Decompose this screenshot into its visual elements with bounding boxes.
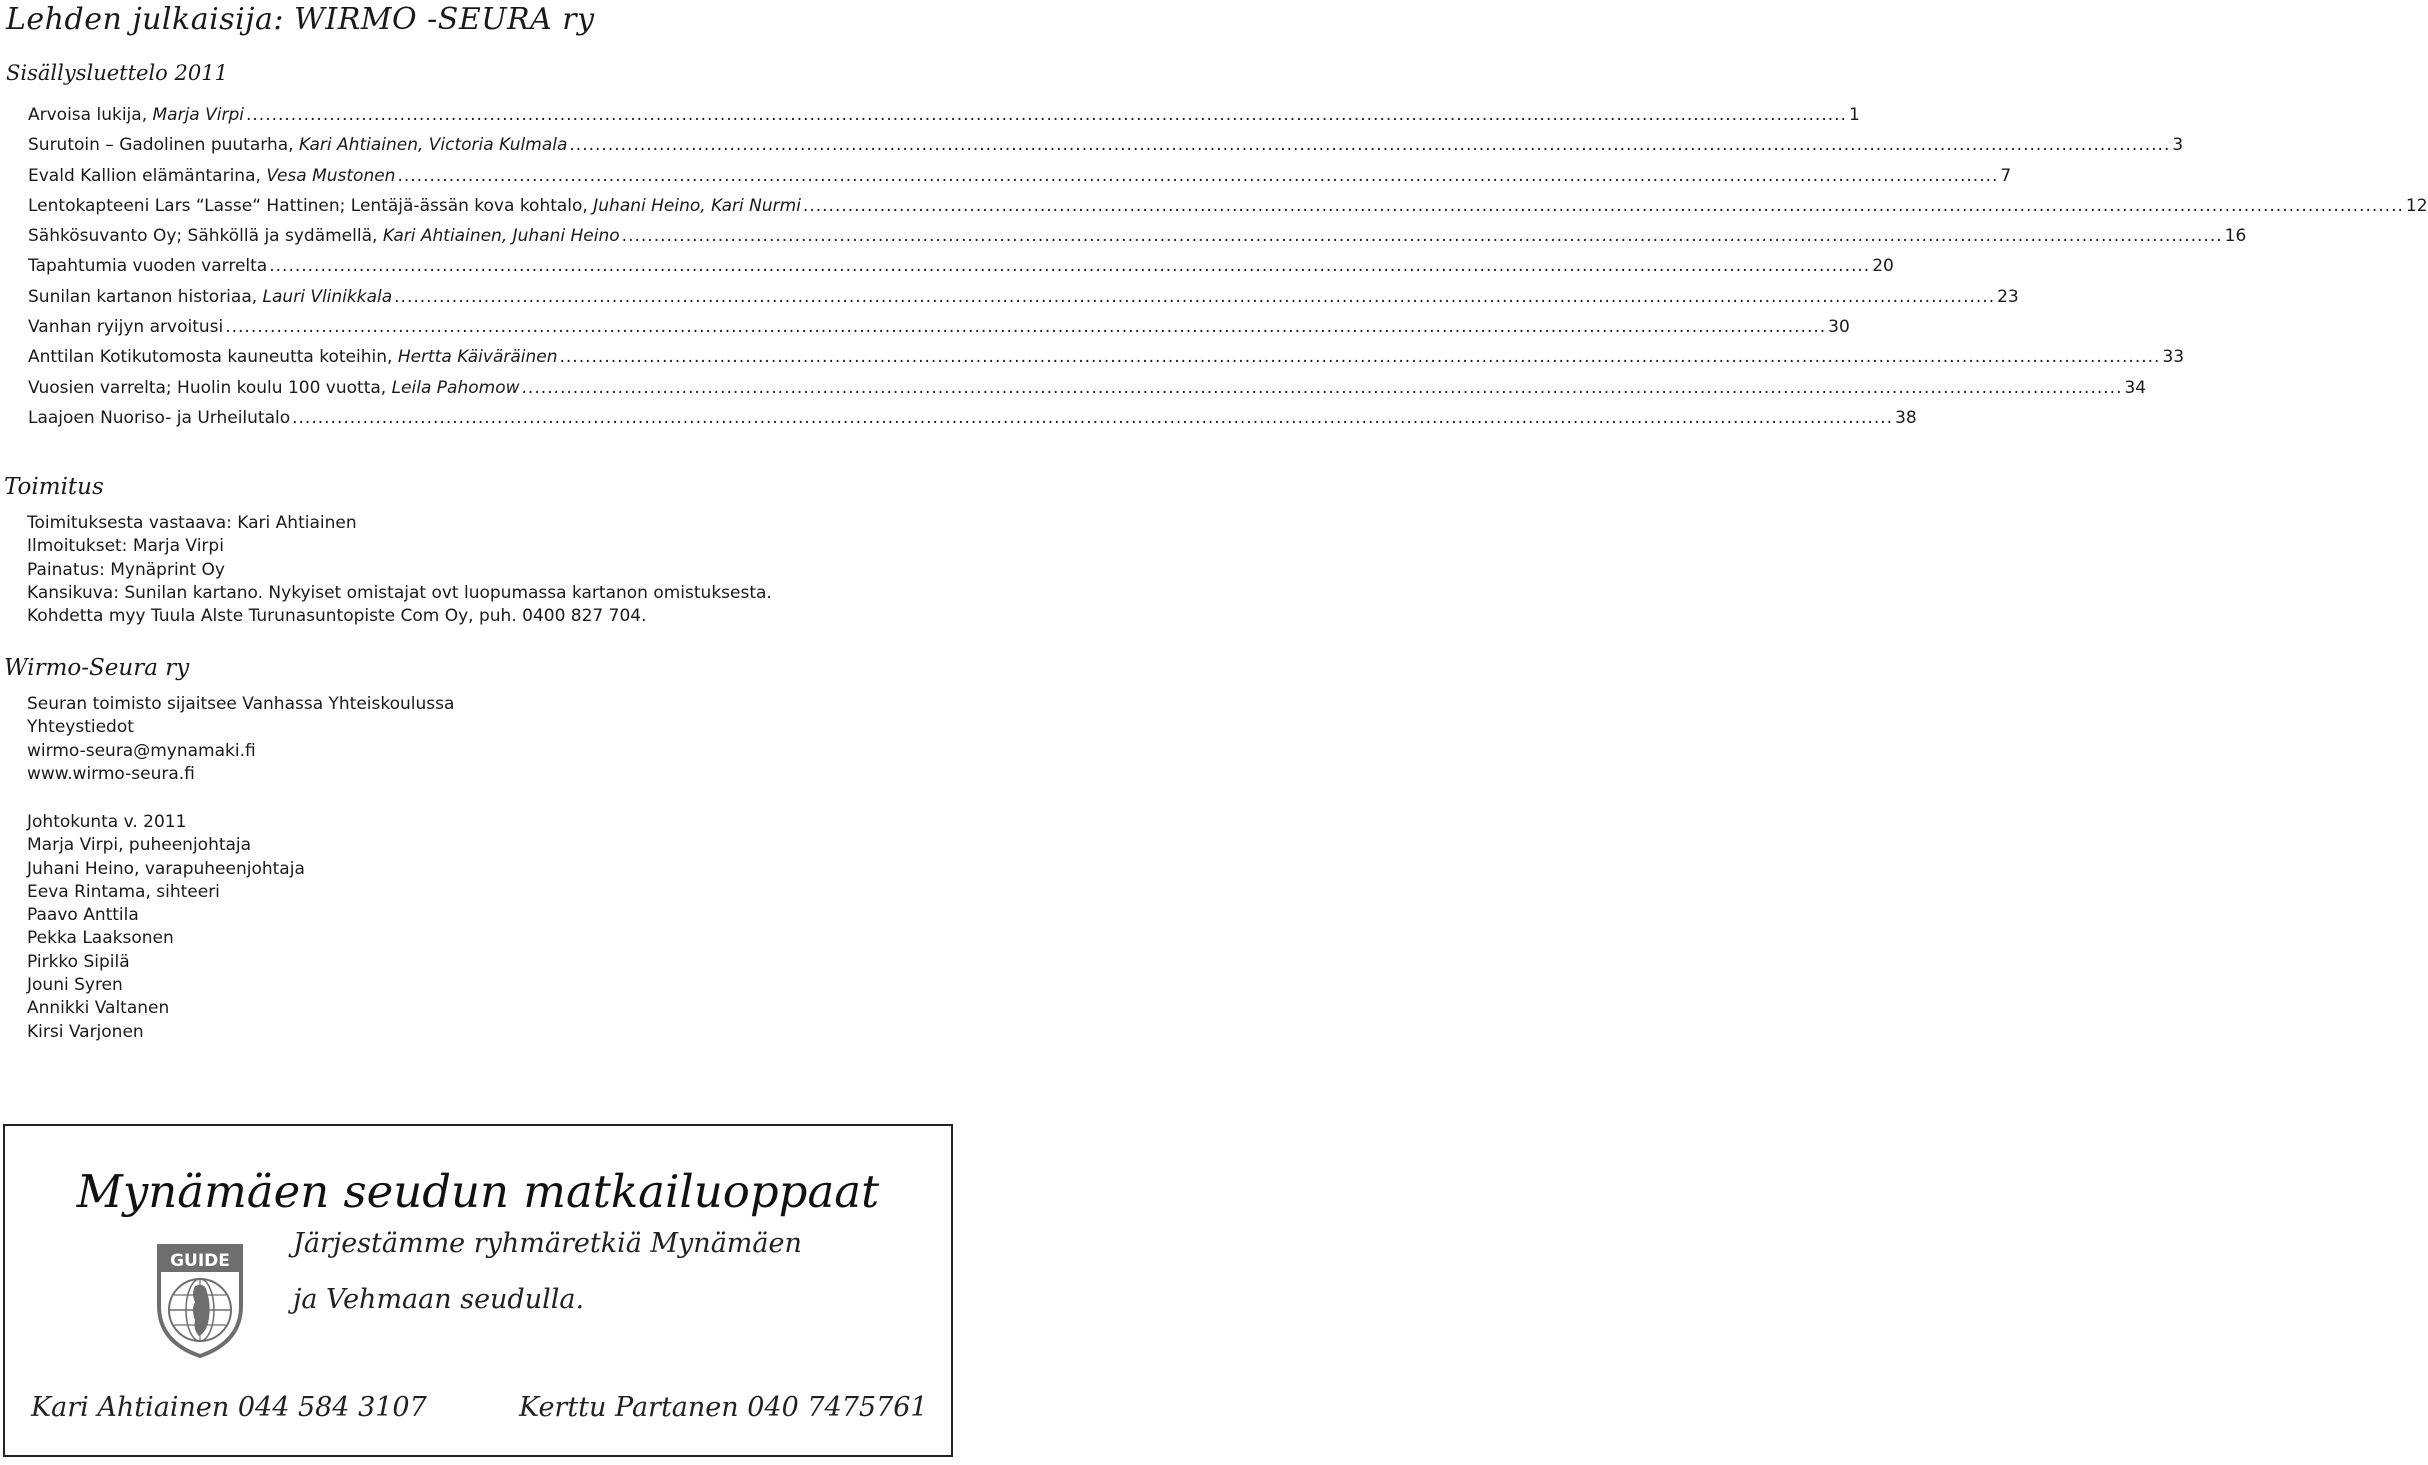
toc-entry — [28, 130, 2184, 160]
toc-leader-dots — [569, 130, 2170, 160]
table-of-contents — [28, 100, 2428, 433]
toc-entry-author: Lauri Vlinikkala — [262, 286, 393, 307]
toc-entry-author: Kari Ahtiainen, Juhani Heino — [382, 226, 620, 247]
board-member: Kirsi Varjonen — [27, 1021, 144, 1042]
seura-heading: Wirmo-Seura ry — [4, 655, 190, 681]
toc-page-number: 20 — [1872, 256, 1894, 277]
board-heading: Johtokunta v. 2011 — [27, 812, 187, 832]
toc-leader-dots — [225, 312, 1826, 342]
toc-entry-author: Kari Ahtiainen, Victoria Kulmala — [298, 135, 568, 156]
toimitus-line: Kohdetta myy Tuula Alste Turunasuntopiste Com Oy, puh. 0400 827 704. — [27, 606, 647, 627]
board-member: Jouni Syren — [27, 975, 123, 996]
board-member: Pirkko Sipilä — [27, 951, 130, 972]
toc-entry-author: Leila Pahomow — [391, 377, 520, 398]
toc-entry-title: Sunilan kartanon historiaa, Lauri Vlinikkala — [28, 286, 393, 307]
toc-entry-author: Vesa Mustonen — [266, 165, 396, 186]
toimitus-line: Toimituksesta vastaava: Kari Ahtiainen — [27, 513, 357, 533]
toc-page-number: 3 — [2172, 135, 2184, 156]
ad-line-2: ja Vehmaan seudulla. — [293, 1284, 585, 1315]
seura-info-block — [27, 693, 947, 786]
toc-leader-dots — [292, 403, 1893, 433]
toc-leader-dots — [246, 100, 1847, 130]
toc-leader-dots — [622, 221, 2223, 251]
toimitus-heading: Toimitus — [4, 474, 104, 500]
seura-office-line: Seuran toimisto sijaitsee Vanhassa Yhteiskoulussa — [27, 694, 455, 714]
toc-leader-dots — [394, 282, 1995, 312]
toc-entry-title: Anttilan Kotikutomosta kauneutta koteihin, Hertta Käiväräinen — [28, 347, 558, 368]
board-member: Juhani Heino, varapuheenjohtaja — [27, 858, 305, 879]
toc-page-number: 1 — [1848, 105, 1860, 125]
toc-entry-title: Vanhan ryijyn arvoitusi — [28, 317, 224, 338]
toc-leader-dots — [269, 251, 1870, 281]
svg-text:GUIDE: GUIDE — [170, 1251, 230, 1271]
toimitus-line: Painatus: Mynäprint Oy — [27, 559, 225, 580]
toimitus-block — [27, 512, 947, 628]
toc-page-number: 16 — [2224, 226, 2247, 247]
toc-page-number: 38 — [1895, 407, 1917, 428]
toc-page-number: 34 — [2124, 377, 2147, 398]
board-member: Marja Virpi, puheenjohtaja — [27, 835, 252, 856]
toc-entry-title: Evald Kallion elämäntarina, Vesa Mustonen — [28, 165, 396, 186]
toc-leader-dots — [522, 373, 2123, 403]
toc-page-number: 12 — [2405, 195, 2428, 216]
toimitus-line: Ilmoitukset: Marja Virpi — [27, 536, 224, 557]
board-member: Pekka Laaksonen — [27, 928, 174, 949]
toc-leader-dots — [397, 161, 1998, 191]
toc-entry-title: Vuosien varrelta; Huolin koulu 100 vuotta, Leila Pahomow — [28, 377, 520, 398]
guide-logo-icon — [155, 1244, 245, 1359]
toc-entry — [28, 342, 2185, 372]
toc-entry-author: Marja Virpi — [152, 105, 244, 125]
toc-entry — [28, 251, 1894, 281]
board-member: Annikki Valtanen — [27, 998, 170, 1019]
board-member: Paavo Anttila — [27, 905, 139, 926]
toc-page-number: 7 — [2000, 165, 2012, 186]
toc-entry-author: Hertta Käiväräinen — [397, 347, 558, 368]
toc-leader-dots — [803, 191, 2404, 221]
toc-entry — [28, 191, 2428, 221]
ad-title: Mynämäen seudun matkailuoppaat — [76, 1165, 880, 1218]
toc-entry — [28, 282, 2019, 312]
toc-entry — [28, 161, 2012, 191]
contact-kari: Kari Ahtiainen 044 584 3107 — [31, 1392, 427, 1423]
toc-page-number: 23 — [1997, 286, 2019, 307]
toc-heading: Sisällysluettelo 2011 — [6, 61, 228, 85]
toc-entry-author: Juhani Heino, Kari Nurmi — [593, 195, 801, 216]
seura-website[interactable]: www.wirmo-seura.fi — [27, 763, 195, 784]
toc-page-number: 33 — [2162, 347, 2185, 368]
toc-page-number: 30 — [1828, 317, 1850, 338]
toc-entry — [28, 403, 1917, 433]
board-block — [27, 811, 947, 1044]
toc-entry-title: Tapahtumia vuoden varrelta — [28, 256, 268, 277]
toc-entry-title: Surutoin – Gadolinen puutarha, Kari Ahtiainen, Victoria Kulmala — [28, 135, 568, 156]
ad-line-1: Järjestämme ryhmäretkiä Mynämäen — [293, 1228, 802, 1259]
contact-kerttu: Kerttu Partanen 040 7475761 — [519, 1392, 928, 1423]
toc-entry — [28, 312, 1850, 342]
seura-email[interactable]: wirmo-seura@mynamaki.fi — [27, 740, 256, 761]
toc-entry — [28, 100, 1860, 130]
toc-entry-title: Lentokapteeni Lars “Lasse“ Hattinen; Lentäjä-ässän kova kohtalo, Juhani Heino, Kari Nurmi — [28, 195, 801, 216]
toc-entry — [28, 221, 2247, 251]
board-member: Eeva Rintama, sihteeri — [27, 881, 220, 902]
toc-leader-dots — [560, 342, 2161, 372]
guide-advertisement — [3, 1124, 953, 1457]
seura-contacts-label: Yhteystiedot — [27, 717, 134, 738]
toc-entry-title: Laajoen Nuoriso- ja Urheilutalo — [28, 407, 291, 428]
toc-entry-title: Sähkösuvanto Oy; Sähköllä ja sydämellä, Kari Ahtiainen, Juhani Heino — [28, 226, 620, 247]
toimitus-line: Kansikuva: Sunilan kartano. Nykyiset omistajat ovt luopumassa kartanon omistuksesta. — [27, 582, 772, 603]
toc-entry-title: Arvoisa lukija, Marja Virpi — [28, 105, 244, 125]
toc-entry — [28, 373, 2147, 403]
publisher-heading: Lehden julkaisija: WIRMO -SEURA ry — [6, 2, 595, 37]
